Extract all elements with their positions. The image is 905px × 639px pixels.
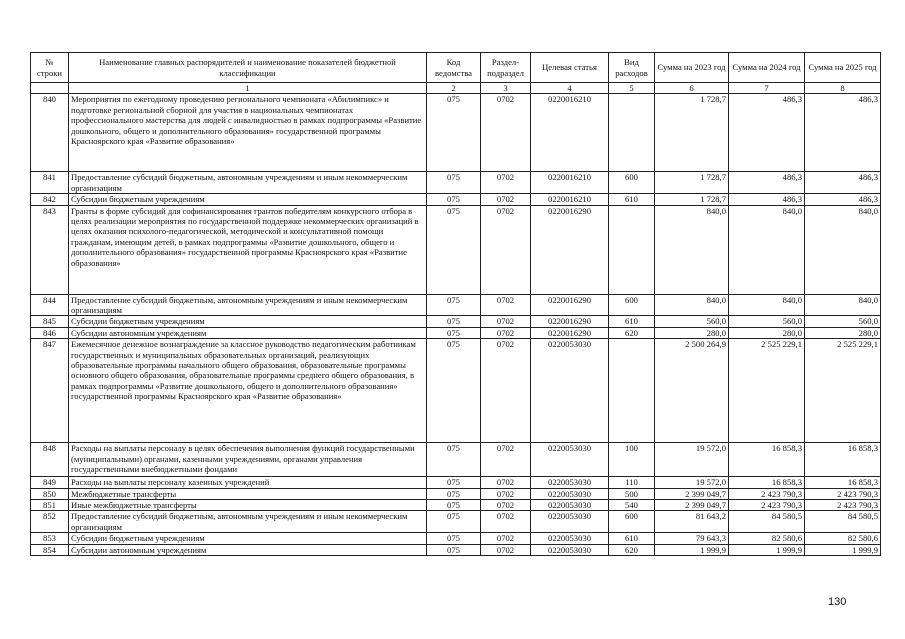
column-number bbox=[31, 83, 69, 94]
table-row bbox=[31, 533, 881, 544]
cell-s2024: 840,0 bbox=[729, 205, 805, 294]
cell-type bbox=[609, 94, 655, 172]
cell-section: 0702 bbox=[481, 316, 531, 327]
cell-type: 610 bbox=[609, 194, 655, 205]
cell-s2025: 16 858,3 bbox=[805, 443, 881, 477]
cell-target: 0220016210 bbox=[531, 172, 609, 194]
cell-target: 0220016290 bbox=[531, 327, 609, 338]
cell-type: 110 bbox=[609, 477, 655, 488]
cell-num: 847 bbox=[31, 339, 69, 443]
column-number: 3 bbox=[481, 83, 531, 94]
cell-code: 075 bbox=[427, 172, 481, 194]
cell-s2023: 840,0 bbox=[655, 205, 729, 294]
cell-num: 841 bbox=[31, 172, 69, 194]
column-number: 4 bbox=[531, 83, 609, 94]
cell-s2025: 486,3 bbox=[805, 194, 881, 205]
cell-num: 850 bbox=[31, 488, 69, 499]
cell-s2023: 280,0 bbox=[655, 327, 729, 338]
cell-name: Ежемесячное денежное вознаграждение за классное руководство педагогическим работникам государственных и муниципальных образовательных организаций, реализующих образовательные программы начального общего образования, образовательные программы основного общего образования, образовательные программы среднего общего образования, в рамках подпрограммы «Развитие дошкольного, общего и дополнительного образования» государственной программы Красноярского края «Развитие образования» bbox=[69, 339, 427, 443]
header-cell: № строки bbox=[31, 53, 69, 83]
table-row bbox=[31, 316, 881, 327]
cell-name: Предоставление субсидий бюджетным, автономным учреждениям и иным некоммерческим организациям bbox=[69, 172, 427, 194]
cell-code: 075 bbox=[427, 533, 481, 544]
cell-s2025: 280,0 bbox=[805, 327, 881, 338]
cell-s2024: 2 525 229,1 bbox=[729, 339, 805, 443]
cell-name: Субсидии бюджетным учреждениям bbox=[69, 194, 427, 205]
cell-num: 843 bbox=[31, 205, 69, 294]
cell-num: 840 bbox=[31, 94, 69, 172]
column-number: 6 bbox=[655, 83, 729, 94]
cell-s2023: 840,0 bbox=[655, 294, 729, 316]
cell-type: 610 bbox=[609, 533, 655, 544]
header-cell: Сумма на 2025 год bbox=[805, 53, 881, 83]
cell-section: 0702 bbox=[481, 205, 531, 294]
cell-section: 0702 bbox=[481, 533, 531, 544]
cell-code: 075 bbox=[427, 500, 481, 511]
cell-num: 842 bbox=[31, 194, 69, 205]
cell-target: 0220016290 bbox=[531, 294, 609, 316]
cell-target: 0220053030 bbox=[531, 500, 609, 511]
cell-section: 0702 bbox=[481, 500, 531, 511]
cell-s2025: 840,0 bbox=[805, 294, 881, 316]
header-cell: Наименование главных распорядителей и наименование показателей бюджетной классификации bbox=[69, 53, 427, 83]
header-cell: Сумма на 2023 год bbox=[655, 53, 729, 83]
cell-section: 0702 bbox=[481, 194, 531, 205]
cell-s2025: 560,0 bbox=[805, 316, 881, 327]
cell-target: 0220016210 bbox=[531, 194, 609, 205]
cell-section: 0702 bbox=[481, 488, 531, 499]
cell-section: 0702 bbox=[481, 94, 531, 172]
cell-s2023: 560,0 bbox=[655, 316, 729, 327]
column-number: 2 bbox=[427, 83, 481, 94]
table-row bbox=[31, 172, 881, 194]
cell-type: 100 bbox=[609, 443, 655, 477]
cell-code: 075 bbox=[427, 339, 481, 443]
column-number: 5 bbox=[609, 83, 655, 94]
cell-s2025: 840,0 bbox=[805, 205, 881, 294]
table-body bbox=[31, 94, 881, 556]
column-number-row bbox=[31, 83, 881, 94]
header-cell: Сумма на 2024 год bbox=[729, 53, 805, 83]
cell-type: 600 bbox=[609, 511, 655, 533]
cell-s2023: 81 643,2 bbox=[655, 511, 729, 533]
cell-name: Расходы на выплаты персоналу казенных учреждений bbox=[69, 477, 427, 488]
cell-num: 848 bbox=[31, 443, 69, 477]
cell-s2024: 2 423 790,3 bbox=[729, 500, 805, 511]
cell-target: 0220053030 bbox=[531, 488, 609, 499]
cell-s2025: 84 580,5 bbox=[805, 511, 881, 533]
cell-code: 075 bbox=[427, 205, 481, 294]
table-row bbox=[31, 544, 881, 555]
cell-s2025: 1 999,9 bbox=[805, 544, 881, 555]
table-row bbox=[31, 511, 881, 533]
cell-s2023: 2 399 049,7 bbox=[655, 488, 729, 499]
table-row bbox=[31, 488, 881, 499]
table-row bbox=[31, 500, 881, 511]
cell-section: 0702 bbox=[481, 327, 531, 338]
cell-s2025: 82 580,6 bbox=[805, 533, 881, 544]
cell-s2025: 486,3 bbox=[805, 94, 881, 172]
cell-s2024: 16 858,3 bbox=[729, 443, 805, 477]
cell-s2023: 19 572,0 bbox=[655, 477, 729, 488]
cell-s2024: 280,0 bbox=[729, 327, 805, 338]
cell-s2025: 2 423 790,3 bbox=[805, 488, 881, 499]
header-cell: Целевая статья bbox=[531, 53, 609, 83]
cell-num: 846 bbox=[31, 327, 69, 338]
table-row bbox=[31, 205, 881, 294]
cell-name: Межбюджетные трансферты bbox=[69, 488, 427, 499]
cell-s2025: 2 525 229,1 bbox=[805, 339, 881, 443]
cell-code: 075 bbox=[427, 544, 481, 555]
cell-s2024: 82 580,6 bbox=[729, 533, 805, 544]
table-header bbox=[31, 53, 881, 94]
cell-code: 075 bbox=[427, 327, 481, 338]
header-cell: Раздел-подраздел bbox=[481, 53, 531, 83]
cell-section: 0702 bbox=[481, 511, 531, 533]
cell-section: 0702 bbox=[481, 544, 531, 555]
cell-section: 0702 bbox=[481, 339, 531, 443]
cell-section: 0702 bbox=[481, 477, 531, 488]
cell-s2023: 79 643,3 bbox=[655, 533, 729, 544]
cell-code: 075 bbox=[427, 194, 481, 205]
cell-num: 845 bbox=[31, 316, 69, 327]
cell-target: 0220016290 bbox=[531, 205, 609, 294]
header-cell: Вид расходов bbox=[609, 53, 655, 83]
column-number: 7 bbox=[729, 83, 805, 94]
cell-section: 0702 bbox=[481, 172, 531, 194]
cell-name: Предоставление субсидий бюджетным, автономным учреждениям и иным некоммерческим организациям bbox=[69, 511, 427, 533]
cell-section: 0702 bbox=[481, 443, 531, 477]
cell-name: Субсидии автономным учреждениям bbox=[69, 544, 427, 555]
cell-num: 853 bbox=[31, 533, 69, 544]
table-row bbox=[31, 194, 881, 205]
cell-target: 0220053030 bbox=[531, 533, 609, 544]
cell-target: 0220053030 bbox=[531, 477, 609, 488]
cell-s2024: 486,3 bbox=[729, 172, 805, 194]
budget-table bbox=[30, 52, 881, 556]
table-row bbox=[31, 327, 881, 338]
cell-s2023: 1 728,7 bbox=[655, 94, 729, 172]
cell-type: 620 bbox=[609, 544, 655, 555]
cell-s2024: 486,3 bbox=[729, 194, 805, 205]
table-row bbox=[31, 94, 881, 172]
cell-code: 075 bbox=[427, 443, 481, 477]
column-number: 8 bbox=[805, 83, 881, 94]
cell-num: 849 bbox=[31, 477, 69, 488]
cell-s2025: 2 423 790,3 bbox=[805, 500, 881, 511]
page-number: 130 bbox=[828, 596, 847, 608]
cell-s2024: 560,0 bbox=[729, 316, 805, 327]
cell-code: 075 bbox=[427, 511, 481, 533]
cell-s2024: 486,3 bbox=[729, 94, 805, 172]
cell-s2023: 1 999,9 bbox=[655, 544, 729, 555]
cell-section: 0702 bbox=[481, 294, 531, 316]
cell-name: Расходы на выплаты персоналу в целях обеспечения выполнения функций государственными (муниципальными) органами, казенными учреждениями, органами управления государственными внебюджетными фондами bbox=[69, 443, 427, 477]
table-row bbox=[31, 339, 881, 443]
cell-name: Гранты в форме субсидий для софинансирования грантов победителям конкурсного отбора в целях реализации мероприятия по государственной поддержке некоммерческих организаций в целях оказания психолого-педагогической, методической и консультативной помощи гражданам, имеющим детей, в рамках подпрограммы «Развитие дошкольного, общего и дополнительного образования» государственной программы Красноярского края «Развитие образования» bbox=[69, 205, 427, 294]
cell-s2023: 1 728,7 bbox=[655, 172, 729, 194]
cell-num: 854 bbox=[31, 544, 69, 555]
cell-target: 0220053030 bbox=[531, 339, 609, 443]
cell-num: 851 bbox=[31, 500, 69, 511]
cell-name: Субсидии бюджетным учреждениям bbox=[69, 533, 427, 544]
cell-s2023: 2 500 264,9 bbox=[655, 339, 729, 443]
cell-name: Мероприятия по ежегодному проведению регионального чемпионата «Абилимпикс» и подготовке региональной сборной для участия в национальных чемпионатах профессионального мастерства для людей с инвалидностью в рамках подпрограммы «Развитие дошкольного, общего и дополнительного образования» государственной программы Красноярского края «Развитие образования» bbox=[69, 94, 427, 172]
cell-s2024: 840,0 bbox=[729, 294, 805, 316]
cell-target: 0220016210 bbox=[531, 94, 609, 172]
header-cell: Код ведомства bbox=[427, 53, 481, 83]
cell-target: 0220053030 bbox=[531, 544, 609, 555]
cell-s2023: 19 572,0 bbox=[655, 443, 729, 477]
cell-name: Субсидии автономным учреждениям bbox=[69, 327, 427, 338]
cell-s2025: 16 858,3 bbox=[805, 477, 881, 488]
cell-code: 075 bbox=[427, 488, 481, 499]
cell-code: 075 bbox=[427, 294, 481, 316]
cell-s2023: 2 399 049,7 bbox=[655, 500, 729, 511]
cell-code: 075 bbox=[427, 477, 481, 488]
cell-s2023: 1 728,7 bbox=[655, 194, 729, 205]
table-row bbox=[31, 294, 881, 316]
cell-type: 600 bbox=[609, 294, 655, 316]
cell-name: Иные межбюджетные трансферты bbox=[69, 500, 427, 511]
cell-target: 0220016290 bbox=[531, 316, 609, 327]
cell-num: 844 bbox=[31, 294, 69, 316]
cell-code: 075 bbox=[427, 94, 481, 172]
column-number: 1 bbox=[69, 83, 427, 94]
cell-type: 540 bbox=[609, 500, 655, 511]
cell-name: Субсидии бюджетным учреждениям bbox=[69, 316, 427, 327]
cell-s2024: 2 423 790,3 bbox=[729, 488, 805, 499]
cell-s2024: 84 580,5 bbox=[729, 511, 805, 533]
cell-type bbox=[609, 205, 655, 294]
cell-type: 620 bbox=[609, 327, 655, 338]
cell-type bbox=[609, 339, 655, 443]
cell-s2024: 16 858,3 bbox=[729, 477, 805, 488]
cell-type: 600 bbox=[609, 172, 655, 194]
cell-target: 0220053030 bbox=[531, 511, 609, 533]
table-row bbox=[31, 443, 881, 477]
cell-type: 500 bbox=[609, 488, 655, 499]
cell-name: Предоставление субсидий бюджетным, автономным учреждениям и иным некоммерческим организациям bbox=[69, 294, 427, 316]
cell-target: 0220053030 bbox=[531, 443, 609, 477]
cell-type: 610 bbox=[609, 316, 655, 327]
cell-code: 075 bbox=[427, 316, 481, 327]
cell-s2025: 486,3 bbox=[805, 172, 881, 194]
table-row bbox=[31, 477, 881, 488]
cell-num: 852 bbox=[31, 511, 69, 533]
cell-s2024: 1 999,9 bbox=[729, 544, 805, 555]
